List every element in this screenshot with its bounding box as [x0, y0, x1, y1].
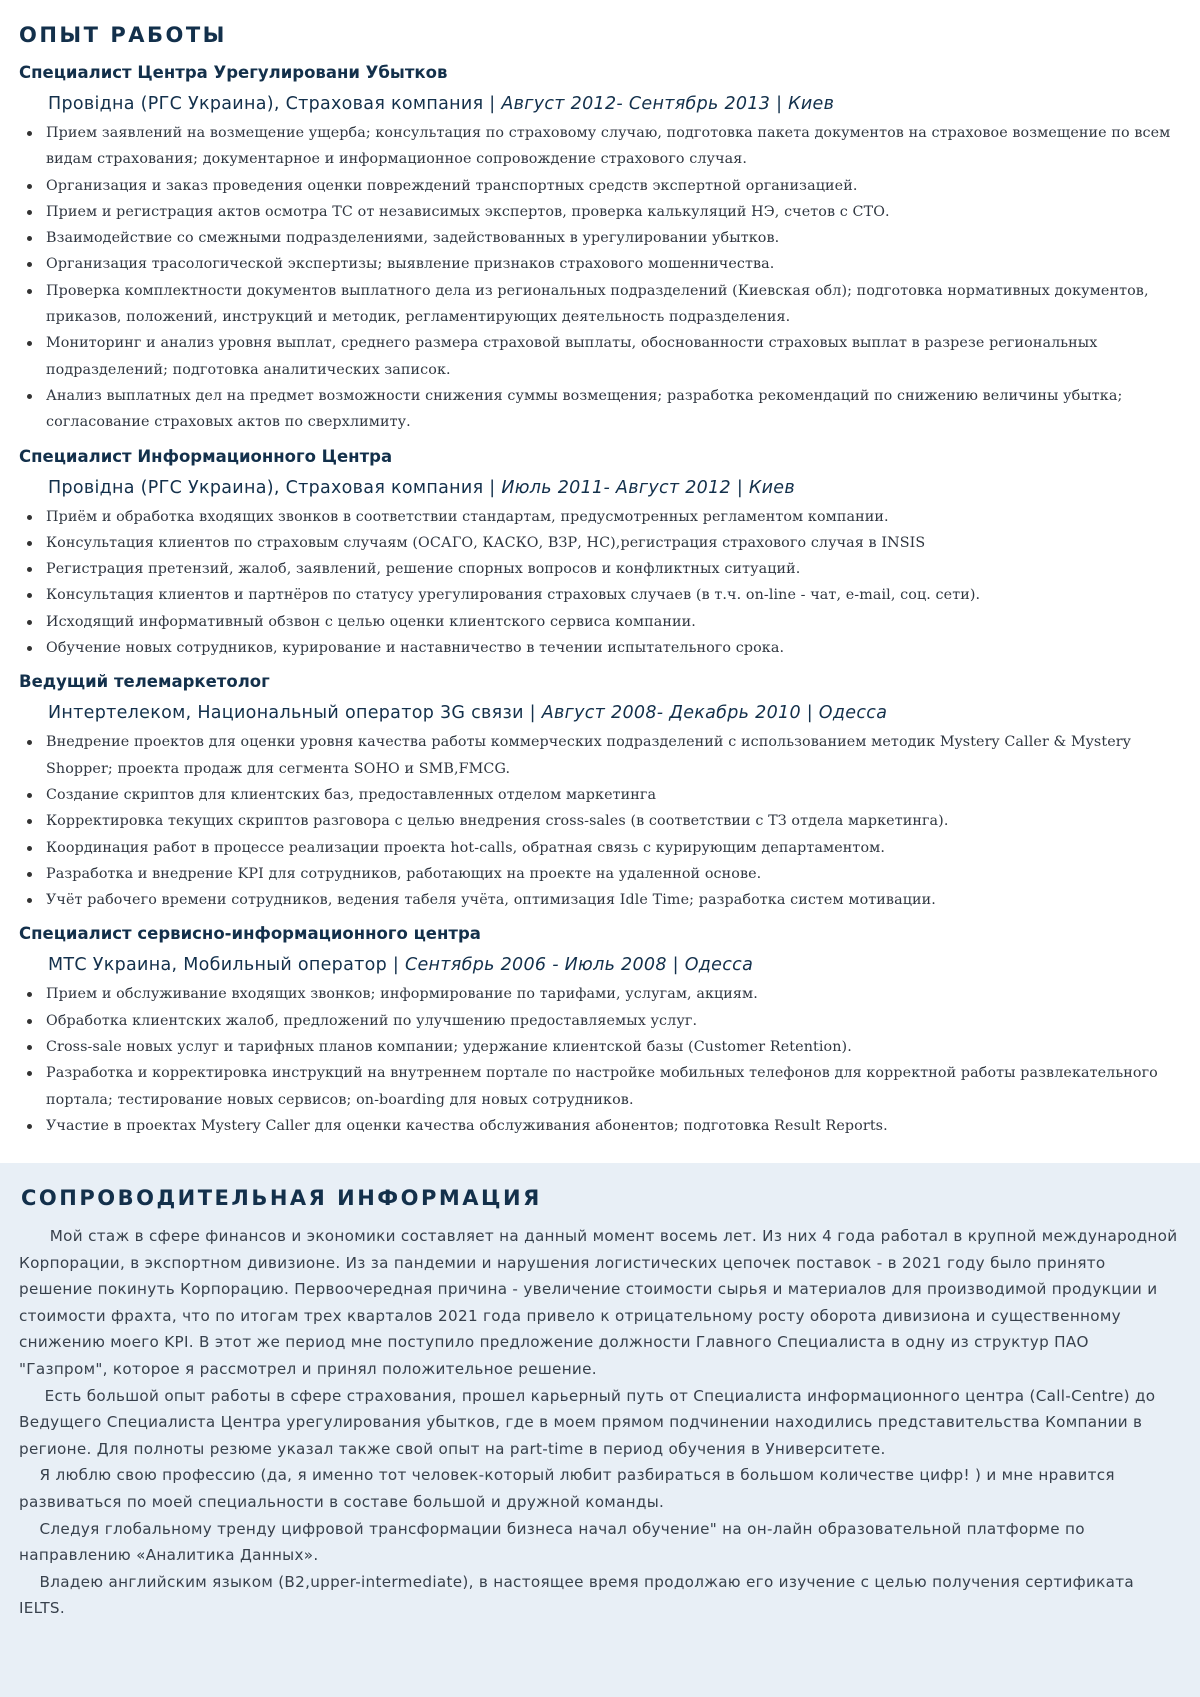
list-item: Внедрение проектов для оценки уровня качества работы коммерческих подразделений с использованием методик Mystery Caller & Mystery Shopper; проекта продаж для сегмента SOHO и SMB,FMCG. [46, 729, 1200, 782]
responsibilities-list [0, 981, 1200, 1139]
company-name: МТС Украина, Мобильный оператор [48, 955, 388, 976]
job-title: Специалист сервисно-информационного центра [19, 924, 481, 944]
list-item: Разработка и корректировка инструкций на внутреннем портале по настройке мобильных телефонов для корректной работы развлекательного портала; тестирование новых сервисов; on-boarding для новых сотрудников. [46, 1060, 1200, 1113]
job-period: | Август 2012- Сентябрь 2013 | Киев [489, 94, 835, 114]
company-name: Провідна (РГС Украина), Страховая компания [48, 94, 484, 114]
company-name: Провідна (РГС Украина), Страховая компания [48, 477, 484, 498]
list-item: Мониторинг и анализ уровня выплат, среднего размера страховой выплаты, обоснованности страховых выплат в разрезе региональных подразделений; подготовка аналитических записок. [46, 330, 1200, 383]
cover-paragraph: Следуя глобальному тренду цифровой трансформации бизнеса начал обучение" на он-лайн образовательной платформе по направлению «Аналитика Данных». [19, 1519, 1090, 1565]
job-period: | Август 2008- Декабрь 2010 | Одесса [529, 703, 888, 724]
job-title: Специалист Центра Урегулировани Убытков [19, 63, 448, 82]
cover-paragraph: Мой стаж в сфере финансов и экономики составляет на данный момент восемь лет. Из них 4 года работал в крупной международной Корпорации, в экспортном дивизионе. Из за пандемии и нарушения логистических цепочек поставок - в 2021 году было принято решение покинуть Корпорацию. Первоочередная причина - увеличение стоимости сырья и материалов для производимой продукции и стоимости фрахта, что по итогам трех кварталов 2021 года привело к отрицательному росту оборота дивизиона и существенному снижению моего KPI. В этот же период мне поступило предложение должности Главного Специалиста в одну из структур ПАО "Газпром", которое я рассмотрел и принял положительное решение. [19, 1227, 1183, 1378]
job-entry [0, 58, 1200, 436]
list-item: Консультация клиентов и партнёров по статусу урегулирования страховых случаев (в т.ч. on-line - чат, e-mail, соц. сети). [46, 582, 1200, 608]
list-item: Исходящий информативный обзвон с целью оценки клиентского сервиса компании. [46, 609, 1200, 635]
list-item: Координация работ в процессе реализации проекта hot-calls, обратная связь с курирующим департаментом. [46, 835, 1200, 861]
list-item: Прием и регистрация актов осмотра ТС от независимых экспертов, проверка калькуляций НЭ, счетов с СТО. [46, 199, 1200, 225]
list-item: Анализ выплатных дел на предмет возможности снижения суммы возмещения; разработка рекомендаций по снижению величины убытка; согласование страховых актов по сверхлимиту. [46, 383, 1200, 436]
list-item: Учёт рабочего времени сотрудников, ведения табеля учёта, оптимизация Idle Time; разработка систем мотивации. [46, 887, 1200, 913]
job-title: Ведущий телемаркетолог [19, 672, 270, 692]
responsibilities-list [0, 120, 1200, 436]
section-heading: СОПРОВОДИТЕЛЬНАЯ ИНФОРМАЦИЯ [21, 1186, 542, 1210]
list-item: Организация и заказ проведения оценки повреждений транспортных средств экспертной организацией. [46, 173, 1200, 199]
list-item: Взаимодействие со смежными подразделениями, задействованных в урегулировании убытков. [46, 225, 1200, 251]
list-item: Регистрация претензий, жалоб, заявлений, решение спорных вопросов и конфликтных ситуаций. [46, 556, 1200, 582]
company-line [48, 949, 1200, 981]
responsibilities-list [0, 504, 1200, 662]
list-item: Организация трасологической экспертизы; выявление признаков страхового мошенничества. [46, 251, 1200, 277]
job-period: | Июль 2011- Август 2012 | Киев [489, 477, 795, 498]
responsibilities-list [0, 729, 1200, 913]
list-item: Прием заявлений на возмещение ущерба; консультация по страховому случаю, подготовка пакета документов на страховое возмещение по всем видам страхования; документарное и информационное сопровождение страхового случая. [46, 120, 1200, 173]
list-item: Обработка клиентских жалоб, предложений по улучшению предоставляемых услуг. [46, 1008, 1200, 1034]
cover-info-section [0, 1163, 1200, 1697]
list-item: Обучение новых сотрудников, курирование и наставничество в течении испытательного срока. [46, 635, 1200, 661]
company-line [48, 697, 1200, 729]
list-item: Проверка комплектности документов выплатного дела из региональных подразделений (Киевская обл); подготовка нормативных документов, приказов, положений, инструкций и методик, регламентирующих деятельность подразделения. [46, 278, 1200, 331]
company-line [48, 472, 1200, 504]
cover-paragraph: Я люблю свою профессию (да, я именно тот человек-который любит разбираться в большом количестве цифр! ) и мне нравится развиваться по моей специальности в составе большой и дружной команды. [19, 1466, 1120, 1511]
list-item: Cross-sale новых услуг и тарифных планов компании; удержание клиентской базы (Customer Retention). [46, 1034, 1200, 1060]
section-heading: ОПЫТ РАБОТЫ [19, 23, 227, 47]
list-item: Корректировка текущих скриптов разговора с целью внедрения cross-sales (в соответствии с ТЗ отдела маркетинга). [46, 808, 1200, 834]
company-line [48, 88, 1200, 120]
company-name: Интертелеком, Национальный оператор 3G связи [48, 703, 524, 724]
job-title: Специалист Информационного Центра [19, 446, 393, 466]
list-item: Приём и обработка входящих звонков в соответствии стандартам, предусмотренных регламентом компании. [46, 504, 1200, 530]
job-period: | Сентябрь 2006 - Июль 2008 | Одесса [392, 955, 754, 976]
list-item: Прием и обслуживание входящих звонков; информирование по тарифами, услугам, акциям. [46, 981, 1200, 1007]
job-entry [0, 919, 1200, 1139]
list-item: Создание скриптов для клиентских баз, предоставленных отделом маркетинга [46, 782, 1200, 808]
cover-paragraph: Владею английским языком (B2,upper-intermediate), в настоящее время продолжаю его изучение с целью получения сертификата IELTS. [19, 1572, 1140, 1618]
list-item: Участие в проектах Mystery Caller для оценки качества обслуживания абонентов; подготовка Result Reports. [46, 1113, 1200, 1139]
job-entry [0, 442, 1200, 662]
list-item: Разработка и внедрение KPI для сотрудников, работающих на проекте на удаленной основе. [46, 861, 1200, 887]
job-entry [0, 667, 1200, 913]
cover-paragraph: Есть большой опыт работы в сфере страхования, прошел карьерный путь от Специалиста информационного центра (Call-Centre) до Ведущего Специалиста Центра урегулирования убытков, где в моем прямом подчинении находились представительства Компании в регионе. Для полноты резюме указал также свой опыт на part-time в период обучения в Университете. [19, 1386, 1161, 1458]
list-item: Консультация клиентов по страховым случаям (ОСАГО, КАСКО, ВЗР, НС),регистрация страхового случая в INSIS [46, 530, 1200, 556]
